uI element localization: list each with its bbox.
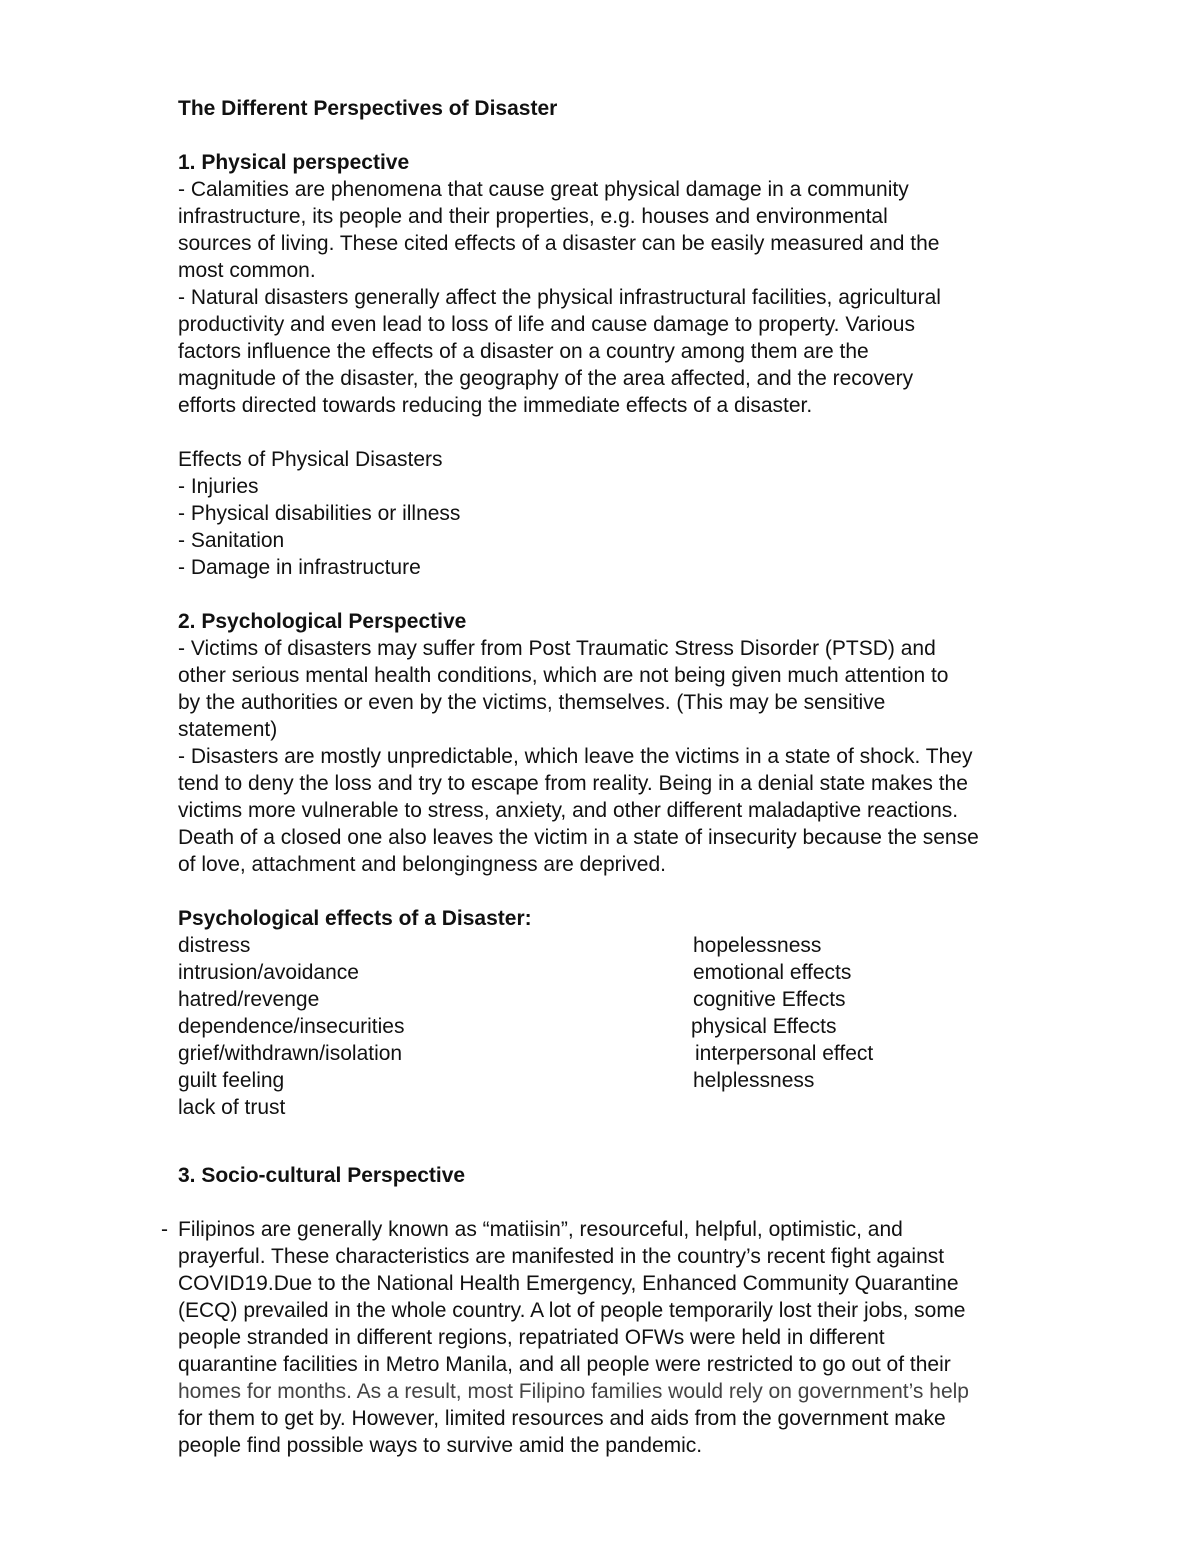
paragraph-line: (ECQ) prevailed in the whole country. A lot of people temporarily lost their jobs, some [178,1299,966,1322]
paragraph-line: - Natural disasters generally affect the physical infrastructural facilities, agricultural [178,286,941,309]
list-item: - Injuries [178,475,259,498]
psychological-effects-columns [178,932,1098,1121]
paragraph-line: COVID19.Due to the National Health Emergency, Enhanced Community Quarantine [178,1272,959,1295]
sociocultural-paragraph [161,1216,1098,1459]
effects-column-right [693,932,1093,1121]
paragraph-line: statement) [178,718,278,741]
section-heading-physical: 1. Physical perspective [178,151,410,174]
list-item: physical Effects [691,1015,837,1038]
list-item: emotional effects [693,961,852,984]
paragraph-line: people stranded in different regions, repatriated OFWs were held in different [178,1326,885,1349]
paragraph-line: sources of living. These cited effects of a disaster can be easily measured and the [178,232,940,255]
psychological-perspective-section [178,608,1098,1121]
list-item: - Sanitation [178,529,285,552]
list-item: dependence/insecurities [178,1015,405,1038]
paragraph-line: prayerful. These characteristics are manifested in the country’s recent fight against [178,1245,945,1268]
paragraph-line: quarantine facilities in Metro Manila, and all people were restricted to go out of their [178,1353,951,1376]
section-heading-sociocultural: 3. Socio-cultural Perspective [178,1164,466,1187]
section-heading-psychological: 2. Psychological Perspective [178,610,467,633]
list-item: helplessness [693,1069,815,1092]
paragraph-line: Death of a closed one also leaves the victim in a state of insecurity because the sense [178,826,979,849]
bullet-dash: - [161,1218,168,1241]
paragraph-line: infrastructure, its people and their properties, e.g. houses and environmental [178,205,888,228]
paragraph-line: people find possible ways to survive amid the pandemic. [178,1434,703,1457]
list-item: interpersonal effect [695,1042,874,1065]
list-item: lack of trust [178,1096,286,1119]
paragraph-line: by the authorities or even by the victims, themselves. (This may be sensitive [178,691,886,714]
sociocultural-perspective-section [161,1162,1098,1459]
paragraph-line: Filipinos are generally known as “matiisin”, resourceful, helpful, optimistic, and [178,1218,903,1241]
list-item: intrusion/avoidance [178,961,359,984]
paragraph-line: of love, attachment and belongingness are deprived. [178,853,666,876]
document-body [161,95,1098,1459]
list-item: - Physical disabilities or illness [178,502,461,525]
list-item: hatred/revenge [178,988,320,1011]
paragraph-line: tend to deny the loss and try to escape from reality. Being in a denial state makes the [178,772,968,795]
list-item: - Damage in infrastructure [178,556,421,579]
paragraph-line: - Calamities are phenomena that cause great physical damage in a community [178,178,909,201]
list-item: guilt feeling [178,1069,285,1092]
paragraph-line: victims more vulnerable to stress, anxiety, and other different maladaptive reactions. [178,799,959,822]
effects-heading-psychological: Psychological effects of a Disaster: [178,907,532,930]
paragraph-line: - Disasters are mostly unpredictable, which leave the victims in a state of shock. They [178,745,973,768]
paragraph-line: most common. [178,259,316,282]
paragraph-line: other serious mental health conditions, which are not being given much attention to [178,664,949,687]
list-item: cognitive Effects [693,988,846,1011]
physical-perspective-section [178,149,1098,581]
paragraph-line: factors influence the effects of a disaster on a country among them are the [178,340,869,363]
document-title: The Different Perspectives of Disaster [178,97,558,120]
list-item: distress [178,934,251,957]
effects-column-left [178,932,693,1121]
paragraph-line: productivity and even lead to loss of life and cause damage to property. Various [178,313,915,336]
paragraph-line: - Victims of disasters may suffer from Post Traumatic Stress Disorder (PTSD) and [178,637,936,660]
effects-heading-physical: Effects of Physical Disasters [178,448,443,471]
list-item: grief/withdrawn/isolation [178,1042,403,1065]
paragraph-line: efforts directed towards reducing the immediate effects of a disaster. [178,394,813,417]
paragraph-line: homes for months. As a result, most Filipino families would rely on government’s help [178,1380,969,1403]
paragraph-line: for them to get by. However, limited resources and aids from the government make [178,1407,946,1430]
list-item: hopelessness [693,934,822,957]
paragraph-line: magnitude of the disaster, the geography of the area affected, and the recovery [178,367,914,390]
